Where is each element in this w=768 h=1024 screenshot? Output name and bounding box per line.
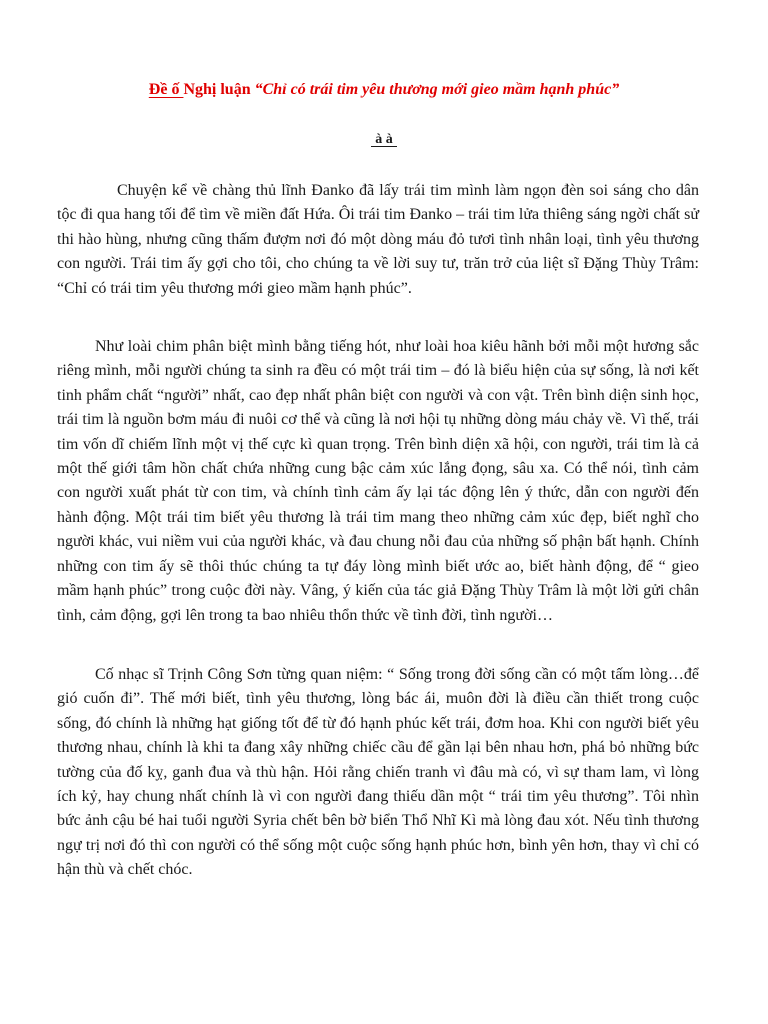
essay-body <box>57 179 699 883</box>
paragraph-1: Chuyện kể về chàng thủ lĩnh Đanko đã lấy trái tim mình làm ngọn đèn soi sáng cho dân tộc đi qua hang tối để tìm về miền đất Hứa. Ôi trái tim Đanko – trái tim lửa thiêng sáng ngời chất sử thi hào hùng, nhưng cũng thấm đượm nơi đó một dòng máu đỏ tươi tình nhân loại, tình yêu thương con người. Trái tim ấy gợi cho tôi, cho chúng ta về lời suy tư, trăn trở của liệt sĩ Đặng Thùy Trâm: “Chỉ có trái tim yêu thương mới gieo mầm hạnh phúc”. <box>57 182 699 297</box>
subtitle <box>0 131 768 149</box>
paragraph-3: Cố nhạc sĩ Trịnh Công Sơn từng quan niệm: “ Sống trong đời sống cần có một tấm lòng…để gió cuốn đi”. Thế mới biết, tình yêu thương, lòng bác ái, muôn đời là điều cần thiết trong cuộc sống, đó chính là những hạt giống tốt để từ đó hạnh phúc kết trái, đơm hoa. Khi con người biết yêu thương nhau, chính là khi ta đang xây những chiếc cầu để gần lại bên nhau hơn, phá bỏ những bức tường của đố kỵ, ganh đua và thù hận. Hỏi rằng chiến tranh vì đâu mà có, vì sự tham lam, vì lòng ích kỷ, hay chung nhất chính là vì con người đang thiếu dần một “ trái tim yêu thương”. Tôi nhìn bức ảnh cậu bé hai tuổi người Syria chết bên bờ biển Thổ Nhĩ Kì mà lòng đau xót. Nếu tình thương ngự trị nơi đó thì con người có thể sống một cuộc sống hạnh phúc hơn, bình yên hơn, thay vì chỉ có hận thù và chết chóc. <box>57 665 699 879</box>
page-title <box>0 80 768 100</box>
subtitle-text: à à <box>371 134 397 147</box>
essay-number-label: Đề ố <box>148 81 184 98</box>
essay-topic-quote: “Chỉ có trái tim yêu thương mới gieo mầm hạnh phúc” <box>254 81 620 98</box>
paragraph-2: Như loài chim phân biệt mình bằng tiếng hót, như loài hoa kiêu hãnh bởi mỗi một hương sắc riêng mình, mỗi người chúng ta sinh ra đều có một trái tim – đó là biểu hiện của sự sống, là nơi kết tinh phẩm chất “người” nhất, cao đẹp nhất phân biệt con người và con vật. Trên bình diện sinh học, trái tim là nguồn bơm máu đi nuôi cơ thể và cũng là nơi hội tụ những dòng máu chảy về. Vì thế, trái tim vốn dĩ chiếm lĩnh một vị thế cực kì quan trọng. Trên bình diện xã hội, con người, trái tim là cả một thế giới tâm hồn chất chứa những cung bậc cảm xúc lắng đọng, sâu xa. Có thể nói, tình cảm con người xuất phát từ con tim, và chính tình cảm ấy lại tác động lên ý thức, dẫn con người đến hành động. Một trái tim biết yêu thương là trái tim mang theo những cảm xúc đẹp, biết nghĩ cho người khác, vui niềm vui của người khác, và đau chung nỗi đau của những số phận bất hạnh. Chính những con tim ấy sẽ thôi thúc chúng ta tự đáy lòng mình biết ước ao, biết hành động, để “ gieo mầm hạnh phúc” trong cuộc đời này. Vâng, ý kiến của tác giả Đặng Thùy Trâm là một lời gửi chân tình, cảm động, gợi lên trong ta bao nhiêu thổn thức về tình đời, tình người… <box>57 338 699 624</box>
essay-type-label: Nghị luận <box>183 81 255 98</box>
